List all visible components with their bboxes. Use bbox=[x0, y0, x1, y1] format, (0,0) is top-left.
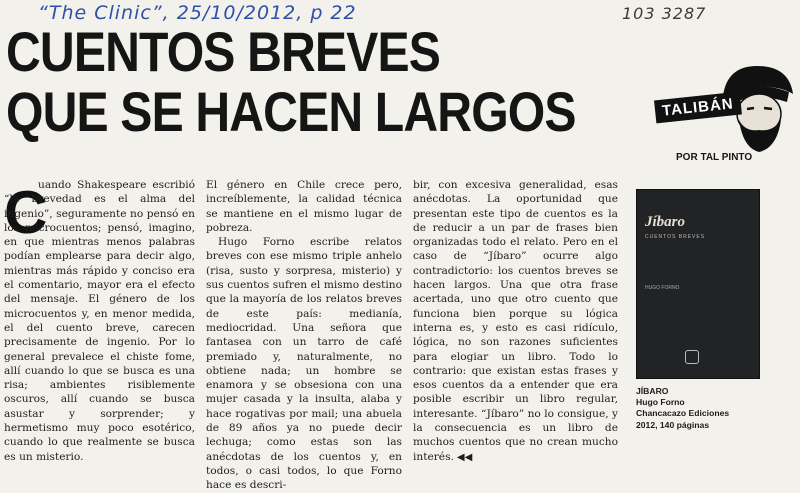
book-cover bbox=[636, 189, 760, 379]
column-2-paragraph-2: Hugo Forno escribe relatos breves con ese mismo triple anhelo (risa, susto y sorpresa, misterio) y sus cuentos sufren el mismo destino que la mayoría de los relatos breves de este país: medianía, mediocridad. Una señora que fantasea con un tarro de café premiado y, naturalmente, no obtiene nada; un hombre se enamora y se obsesiona con una mujer casada y la insulta, alaba y hace rogativas por mail; una abuela de 89 años ya no puede decir lechuga; como estas son las anécdotas de los cuentos y, en todos, o casi todos, lo que Forno hace es descri- bbox=[206, 236, 402, 492]
end-mark-icon: ◀◀ bbox=[456, 451, 473, 463]
book-cover-author: HUGO FORNO bbox=[645, 285, 680, 291]
handwritten-reference-number: 103 3287 bbox=[622, 4, 707, 23]
article-column-3 bbox=[413, 178, 618, 465]
caption-title: JÍBARO bbox=[636, 386, 669, 396]
section-logo: TALIBÁN bbox=[654, 92, 742, 124]
byline: POR TAL PINTO bbox=[676, 152, 753, 163]
column-2-paragraph-1: El género en Chile crece pero, increíblemente, la calidad técnica se mantiene en el mismo lugar de pobreza. bbox=[206, 179, 402, 234]
handwritten-source-note: “The Clinic”, 25/10/2012, p 22 bbox=[38, 2, 357, 24]
headline-line-2: QUE SE HACEN LARGOS bbox=[6, 80, 576, 143]
column-3-paragraph bbox=[413, 178, 618, 465]
drop-cap: C bbox=[4, 179, 48, 246]
book-cover-title: Jíbaro bbox=[645, 214, 686, 230]
caption-author: Hugo Forno bbox=[636, 397, 685, 408]
publisher-logo-icon bbox=[685, 350, 699, 364]
article-column-2 bbox=[206, 178, 402, 493]
book-caption bbox=[636, 386, 798, 431]
article-column-1 bbox=[4, 178, 195, 464]
caption-details: 2012, 140 páginas bbox=[636, 419, 710, 430]
column-3-text: bir, con excesiva generalidad, esas anécdotas. La oportunidad que presentan este tipo de cuentos es la de reducir a un par de frases bien organizadas todo el relato. Pero en el caso de “Jíbaro” ocurre algo contradictorio: los cuentos breves se hacen largos. Una que otra frase acertada, uno que otro cuento que funciona bien porque su lógica interna es, y esto es casi ridículo, lógica, no son razones suficientes para elogiar un libro. Todo lo contrario: que existan estas frases y esos cuentos da a entender que era posible escribir un libro regular, interesante. “Jíbaro” no lo consigue, y la consecuencia es un libro de muchos cuentos que no crean mucho interés. bbox=[413, 179, 618, 463]
headline-line-1: CUENTOS BREVES bbox=[6, 20, 440, 83]
headline bbox=[6, 22, 576, 142]
book-cover-subtitle: CUENTOS BREVES bbox=[645, 234, 706, 240]
column-1-paragraph: uando Shakespeare escribió “la brevedad es el alma del ingenio”, seguramente no pensó en los microcuentos; pensó, imagino, en que mientras menos palabras podían emplearse para decir algo, mientras más rápido y conciso era el comentario, mayor era el efecto del mensaje. El género de los microcuentos y, en menor medida, el del cuento breve, carecen precisamente de ingenio. Por lo general prevalece el chiste fome, allí cuando lo que se busca es una risa; ambientes risiblemente oscuros, allí cuando se busca asustar y sorprender; y hermetismo muy poco esotérico, cuando lo que realmente se busca es un misterio. bbox=[4, 179, 195, 463]
caption-publisher: Chancacazo Ediciones bbox=[636, 408, 730, 419]
